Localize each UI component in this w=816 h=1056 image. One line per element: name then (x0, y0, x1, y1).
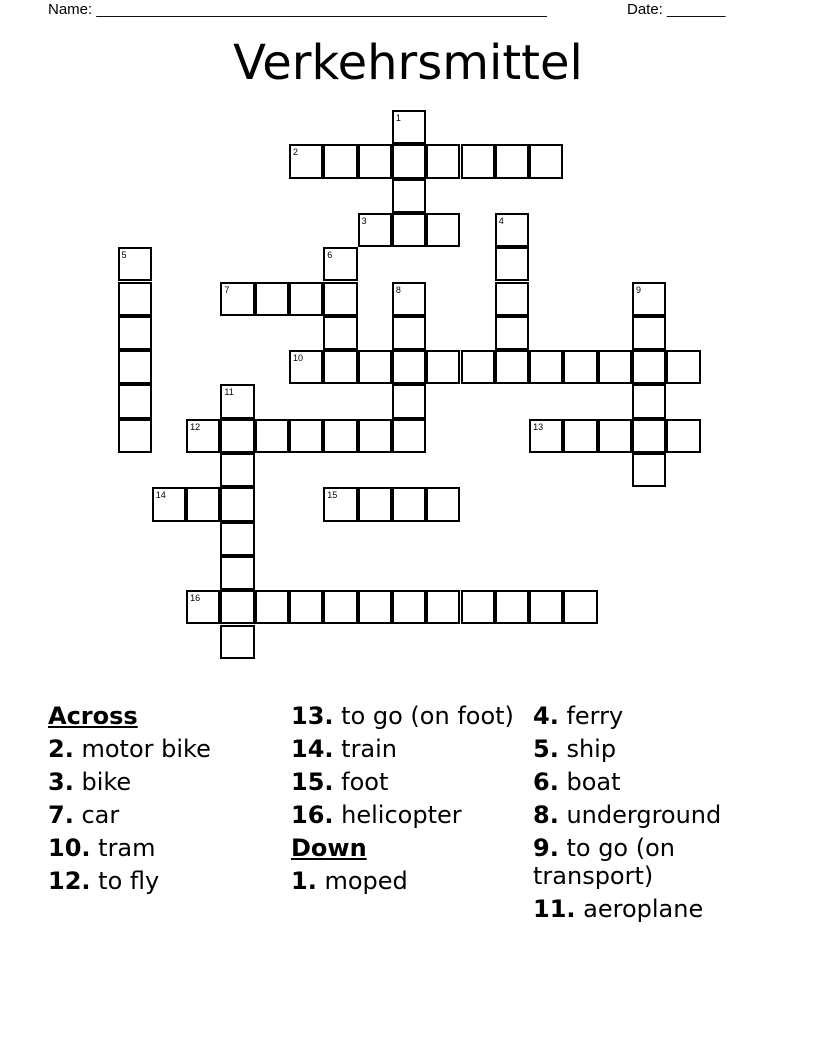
clue-number: 14. (291, 735, 334, 763)
clue-number-label: 11 (224, 387, 234, 398)
crossword-cell (323, 590, 357, 624)
clue-item (533, 895, 773, 923)
crossword-cell (220, 419, 254, 453)
clue-text: aeroplane (583, 895, 704, 923)
crossword-cell (118, 384, 152, 418)
clue-text: to go (on transport) (533, 834, 675, 890)
crossword-cell (495, 247, 529, 281)
crossword-cell (220, 384, 254, 418)
crossword-cell (186, 590, 220, 624)
crossword-cell (118, 282, 152, 316)
crossword-cell (529, 350, 563, 384)
clue-number: 10. (48, 834, 91, 862)
clue-item (291, 702, 521, 730)
clue-number-label: 3 (361, 215, 367, 226)
crossword-cell (392, 487, 426, 521)
clue-item (48, 735, 278, 763)
clue-number-label: 14 (155, 490, 166, 501)
crossword-cell (495, 213, 529, 247)
crossword-cell (426, 350, 460, 384)
crossword-cell (358, 419, 392, 453)
crossword-cell (186, 487, 220, 521)
crossword-cell (255, 590, 289, 624)
crossword-cell (392, 419, 426, 453)
clue-number-label: 15 (327, 490, 338, 501)
crossword-cell (118, 247, 152, 281)
clue-number-label: 10 (293, 353, 304, 364)
clue-item (48, 834, 278, 862)
clue-item (48, 867, 278, 895)
clue-number: 9. (533, 834, 559, 862)
crossword-cell (426, 144, 460, 178)
crossword-cell (220, 625, 254, 659)
crossword-cell (323, 487, 357, 521)
clue-item (291, 867, 521, 895)
crossword-cell (220, 556, 254, 590)
clue-number: 8. (533, 801, 559, 829)
clue-number-label: 6 (327, 250, 333, 261)
clue-text: train (341, 735, 398, 763)
crossword-cell (426, 590, 460, 624)
clue-item (533, 702, 773, 730)
crossword-cell (255, 282, 289, 316)
crossword-cell (323, 144, 357, 178)
crossword-cell (392, 110, 426, 144)
clue-number: 12. (48, 867, 91, 895)
crossword-cell (358, 144, 392, 178)
crossword-cell (220, 453, 254, 487)
crossword-cell (495, 350, 529, 384)
crossword-cell (529, 419, 563, 453)
clue-number-label: 13 (533, 421, 544, 432)
clues-column-3 (533, 702, 773, 928)
clue-number: 7. (48, 801, 74, 829)
clue-number: 13. (291, 702, 334, 730)
crossword-cell (632, 453, 666, 487)
clue-number: 16. (291, 801, 334, 829)
crossword-cell (392, 384, 426, 418)
clue-number: 3. (48, 768, 74, 796)
clue-number: 4. (533, 702, 559, 730)
clue-item (533, 834, 773, 890)
clue-text: car (81, 801, 120, 829)
crossword-cell (392, 213, 426, 247)
crossword-cell (495, 590, 529, 624)
crossword-cell (529, 590, 563, 624)
crossword-cell (118, 419, 152, 453)
crossword-cell (323, 419, 357, 453)
crossword-cell (220, 522, 254, 556)
crossword-cell (598, 419, 632, 453)
crossword-cell (495, 316, 529, 350)
clue-text: tram (98, 834, 156, 862)
crossword-cell (323, 247, 357, 281)
crossword-cell (632, 384, 666, 418)
crossword-cell (392, 590, 426, 624)
clue-text: foot (341, 768, 389, 796)
crossword-cell (289, 590, 323, 624)
clue-number-label: 1 (395, 113, 401, 123)
crossword-cell (666, 419, 700, 453)
crossword-cell (358, 350, 392, 384)
crossword-cell (632, 316, 666, 350)
crossword-cell (118, 350, 152, 384)
clue-text: boat (566, 768, 621, 796)
crossword-cell (461, 590, 495, 624)
crossword-cell (563, 419, 597, 453)
clue-number: 2. (48, 735, 74, 763)
page-title: Verkehrsmittel (233, 35, 583, 91)
crossword-cell (426, 213, 460, 247)
crossword-cell (392, 144, 426, 178)
crossword-cell (358, 487, 392, 521)
clue-text: motor bike (81, 735, 211, 763)
crossword-cell (632, 282, 666, 316)
clue-item (533, 768, 773, 796)
crossword-cell (289, 282, 323, 316)
clue-number-label: 12 (190, 421, 201, 432)
crossword-cell (152, 487, 186, 521)
clue-item (48, 768, 278, 796)
crossword-cell (220, 282, 254, 316)
crossword-cell (563, 590, 597, 624)
crossword-cell (461, 144, 495, 178)
clue-item (533, 801, 773, 829)
crossword-cell (323, 282, 357, 316)
clue-item (48, 801, 278, 829)
crossword-cell (220, 487, 254, 521)
crossword-cell (358, 213, 392, 247)
crossword-cell (289, 350, 323, 384)
crossword-cell (495, 144, 529, 178)
clue-number: 6. (533, 768, 559, 796)
crossword-cell (323, 316, 357, 350)
date-line: Date: _______ (627, 1, 726, 18)
crossword-cell (392, 282, 426, 316)
clue-item (291, 801, 521, 829)
clue-text: underground (566, 801, 722, 829)
clue-number: 11. (533, 895, 576, 923)
crossword-cell (563, 350, 597, 384)
clue-text: helicopter (341, 801, 462, 829)
clue-text: to fly (98, 867, 160, 895)
crossword-cell (392, 316, 426, 350)
clue-number: 1. (291, 867, 317, 895)
crossword-cell (392, 179, 426, 213)
crossword-cell (323, 350, 357, 384)
clue-item (291, 768, 521, 796)
clue-number-label: 16 (190, 593, 201, 604)
clue-text: moped (324, 867, 408, 895)
clue-text: to go (on foot) (341, 702, 514, 730)
crossword-cell (392, 350, 426, 384)
crossword-cell (358, 590, 392, 624)
crossword-cell (289, 419, 323, 453)
down-heading: Down (291, 834, 367, 862)
clue-number: 15. (291, 768, 334, 796)
crossword-cell (426, 487, 460, 521)
name-line: Name: ______________________________________________________ (48, 1, 547, 18)
clue-number-label: 4 (498, 215, 504, 226)
clue-item (291, 735, 521, 763)
crossword-cell (529, 144, 563, 178)
crossword-cell (289, 144, 323, 178)
clue-text: ferry (566, 702, 624, 730)
crossword-cell (186, 419, 220, 453)
crossword-cell (255, 419, 289, 453)
clues-column-1 (48, 702, 278, 900)
clue-number: 5. (533, 735, 559, 763)
crossword-cell (632, 419, 666, 453)
clue-number-label: 2 (293, 147, 299, 158)
clue-text: ship (566, 735, 617, 763)
clue-number-label: 8 (395, 284, 401, 295)
crossword-cell (220, 590, 254, 624)
crossword-cell (666, 350, 700, 384)
clues-column-2 (291, 702, 521, 900)
crossword-cell (495, 282, 529, 316)
across-heading: Across (48, 702, 138, 730)
clue-number-label: 9 (636, 284, 642, 295)
clue-text: bike (81, 768, 132, 796)
crossword-cell (598, 350, 632, 384)
crossword-cell (118, 316, 152, 350)
crossword-cell (632, 350, 666, 384)
crossword-cell (461, 350, 495, 384)
clue-number-label: 5 (121, 250, 127, 261)
clue-number-label: 7 (224, 284, 230, 295)
clue-item (533, 735, 773, 763)
